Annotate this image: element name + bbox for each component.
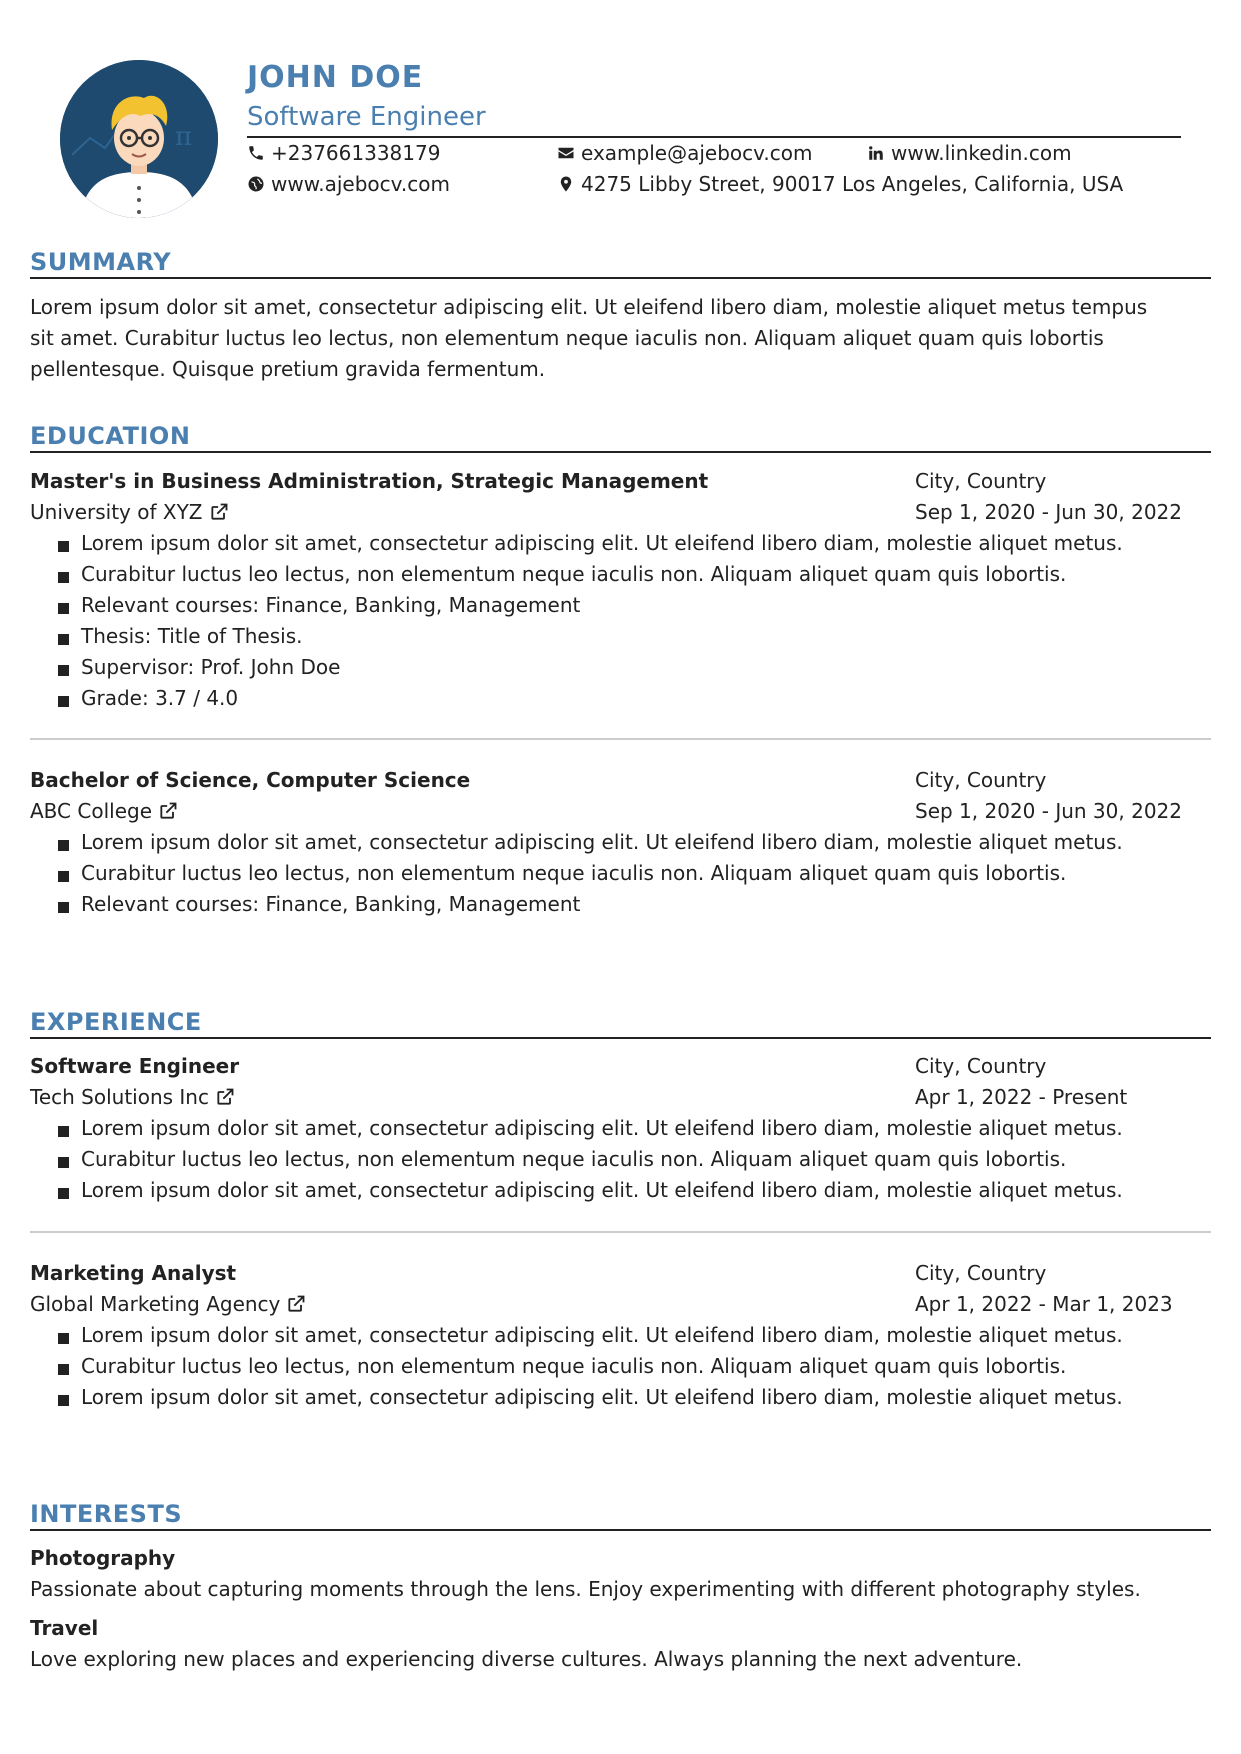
- bullet-square-icon: [58, 1157, 69, 1168]
- bullet-square-icon: [58, 665, 69, 676]
- company-name[interactable]: Global Marketing Agency: [30, 1292, 281, 1316]
- interest-name: Travel: [30, 1616, 99, 1640]
- entry-divider: [30, 1231, 1211, 1233]
- list-item: [58, 531, 1123, 555]
- experience-dates: Apr 1, 2022 - Mar 1, 2023: [915, 1292, 1173, 1316]
- list-item: [58, 1354, 1066, 1378]
- education-dates: Sep 1, 2020 - Jun 30, 2022: [915, 500, 1182, 524]
- bullet-text: Supervisor: Prof. John Doe: [81, 655, 341, 679]
- contact-address: [557, 172, 1123, 196]
- summary-paragraph: [30, 292, 1211, 385]
- experience-position: Marketing Analyst: [30, 1261, 237, 1285]
- list-item: [58, 861, 1066, 885]
- bullet-text: Relevant courses: Finance, Banking, Management: [81, 593, 581, 617]
- school-name[interactable]: University of XYZ: [30, 500, 203, 524]
- section-title-interests: INTERESTS: [30, 1500, 183, 1528]
- bullet-square-icon: [58, 840, 69, 851]
- bullet-square-icon: [58, 1395, 69, 1406]
- education-dates: Sep 1, 2020 - Jun 30, 2022: [915, 799, 1182, 823]
- email-text[interactable]: example@ajebocv.com: [581, 141, 813, 165]
- bullet-text: Curabitur luctus leo lectus, non elementum neque iaculis non. Aliquam aliquet quam quis lobortis.: [81, 1147, 1067, 1171]
- section-title-experience: EXPERIENCE: [30, 1008, 202, 1036]
- list-item: [58, 624, 303, 648]
- list-item: [58, 593, 580, 617]
- interest-description: Passionate about capturing moments through the lens. Enjoy experimenting with different photography styles.: [30, 1577, 1141, 1601]
- globe-icon: [247, 175, 265, 193]
- summary-line: pellentesque. Quisque pretium gravida fermentum.: [30, 357, 546, 381]
- bullet-square-icon: [58, 572, 69, 583]
- contact-phone: [247, 141, 440, 165]
- bullet-text: Lorem ipsum dolor sit amet, consectetur adipiscing elit. Ut eleifend libero diam, molestie aliquet metus.: [81, 1323, 1123, 1347]
- external-link-icon[interactable]: [286, 1294, 306, 1314]
- profile-avatar: [60, 60, 218, 218]
- education-degree: Bachelor of Science, Computer Science: [30, 768, 471, 792]
- experience-company[interactable]: [30, 1292, 306, 1316]
- experience-dates: Apr 1, 2022 - Present: [915, 1085, 1128, 1109]
- contact-email[interactable]: [557, 141, 812, 165]
- education-degree: Master's in Business Administration, Strategic Management: [30, 469, 709, 493]
- list-item: [58, 686, 238, 710]
- external-link-icon[interactable]: [209, 502, 229, 522]
- bullet-text: Thesis: Title of Thesis.: [81, 624, 303, 648]
- bullet-text: Curabitur luctus leo lectus, non elementum neque iaculis non. Aliquam aliquet quam quis lobortis.: [81, 562, 1067, 586]
- linkedin-icon: [867, 144, 885, 162]
- bullet-square-icon: [58, 634, 69, 645]
- bullet-square-icon: [58, 1188, 69, 1199]
- phone-icon: [247, 144, 265, 162]
- bullet-text: Curabitur luctus leo lectus, non elementum neque iaculis non. Aliquam aliquet quam quis lobortis.: [81, 861, 1067, 885]
- section-title-education: EDUCATION: [30, 422, 191, 450]
- bullet-square-icon: [58, 902, 69, 913]
- education-school[interactable]: [30, 500, 229, 524]
- company-name[interactable]: Tech Solutions Inc: [30, 1085, 209, 1109]
- experience-location: City, Country: [915, 1054, 1047, 1078]
- bullet-text: Lorem ipsum dolor sit amet, consectetur adipiscing elit. Ut eleifend libero diam, molestie aliquet metus.: [81, 830, 1123, 854]
- bullet-square-icon: [58, 1364, 69, 1375]
- bullet-text: Lorem ipsum dolor sit amet, consectetur adipiscing elit. Ut eleifend libero diam, molestie aliquet metus.: [81, 1116, 1123, 1140]
- list-item: [58, 830, 1123, 854]
- bullet-text: Relevant courses: Finance, Banking, Management: [81, 892, 581, 916]
- interest-description: Love exploring new places and experiencing diverse cultures. Always planning the next adventure.: [30, 1647, 1023, 1671]
- external-link-icon[interactable]: [158, 801, 178, 821]
- list-item: [58, 892, 580, 916]
- website-text[interactable]: www.ajebocv.com: [271, 172, 450, 196]
- section-divider-summary: [30, 277, 1211, 279]
- section-divider-experience: [30, 1037, 1211, 1039]
- list-item: [58, 1323, 1123, 1347]
- education-location: City, Country: [915, 469, 1047, 493]
- bullet-text: Lorem ipsum dolor sit amet, consectetur adipiscing elit. Ut eleifend libero diam, molestie aliquet metus.: [81, 1178, 1123, 1202]
- phone-text: +237661338179: [271, 141, 441, 165]
- list-item: [58, 1385, 1123, 1409]
- contact-website[interactable]: [247, 172, 450, 196]
- summary-line: sit amet. Curabitur luctus leo lectus, non elementum neque iaculis non. Aliquam aliquet quam quis lobortis: [30, 326, 1104, 350]
- bullet-square-icon: [58, 1126, 69, 1137]
- envelope-icon: [557, 144, 575, 162]
- header-divider: [247, 136, 1181, 138]
- linkedin-text[interactable]: www.linkedin.com: [891, 141, 1072, 165]
- experience-location: City, Country: [915, 1261, 1047, 1285]
- map-marker-icon: [557, 175, 575, 193]
- candidate-role: Software Engineer: [247, 102, 486, 132]
- bullet-square-icon: [58, 871, 69, 882]
- candidate-name: JOHN DOE: [247, 60, 424, 95]
- bullet-square-icon: [58, 603, 69, 614]
- contact-linkedin[interactable]: [867, 141, 1072, 165]
- bullet-square-icon: [58, 696, 69, 707]
- bullet-text: Lorem ipsum dolor sit amet, consectetur adipiscing elit. Ut eleifend libero diam, molestie aliquet metus.: [81, 531, 1123, 555]
- bullet-square-icon: [58, 1333, 69, 1344]
- list-item: [58, 655, 340, 679]
- education-location: City, Country: [915, 768, 1047, 792]
- interest-name: Photography: [30, 1546, 176, 1570]
- section-divider-interests: [30, 1529, 1211, 1531]
- section-divider-education: [30, 451, 1211, 453]
- list-item: [58, 1147, 1066, 1171]
- section-title-summary: SUMMARY: [30, 248, 172, 276]
- bullet-square-icon: [58, 541, 69, 552]
- summary-line: Lorem ipsum dolor sit amet, consectetur adipiscing elit. Ut eleifend libero diam, molestie aliquet metus tempus: [30, 295, 1148, 319]
- experience-company[interactable]: [30, 1085, 235, 1109]
- school-name[interactable]: ABC College: [30, 799, 152, 823]
- experience-position: Software Engineer: [30, 1054, 240, 1078]
- entry-divider: [30, 738, 1211, 740]
- avatar-illustration: [60, 60, 218, 218]
- list-item: [58, 1178, 1123, 1202]
- external-link-icon[interactable]: [215, 1087, 235, 1107]
- bullet-text: Curabitur luctus leo lectus, non elementum neque iaculis non. Aliquam aliquet quam quis lobortis.: [81, 1354, 1067, 1378]
- list-item: [58, 1116, 1123, 1140]
- list-item: [58, 562, 1066, 586]
- education-school[interactable]: [30, 799, 178, 823]
- bullet-text: Lorem ipsum dolor sit amet, consectetur adipiscing elit. Ut eleifend libero diam, molestie aliquet metus.: [81, 1385, 1123, 1409]
- svg-text:π: π: [175, 122, 193, 152]
- bullet-text: Grade: 3.7 / 4.0: [81, 686, 239, 710]
- address-text: 4275 Libby Street, 90017 Los Angeles, California, USA: [581, 172, 1124, 196]
